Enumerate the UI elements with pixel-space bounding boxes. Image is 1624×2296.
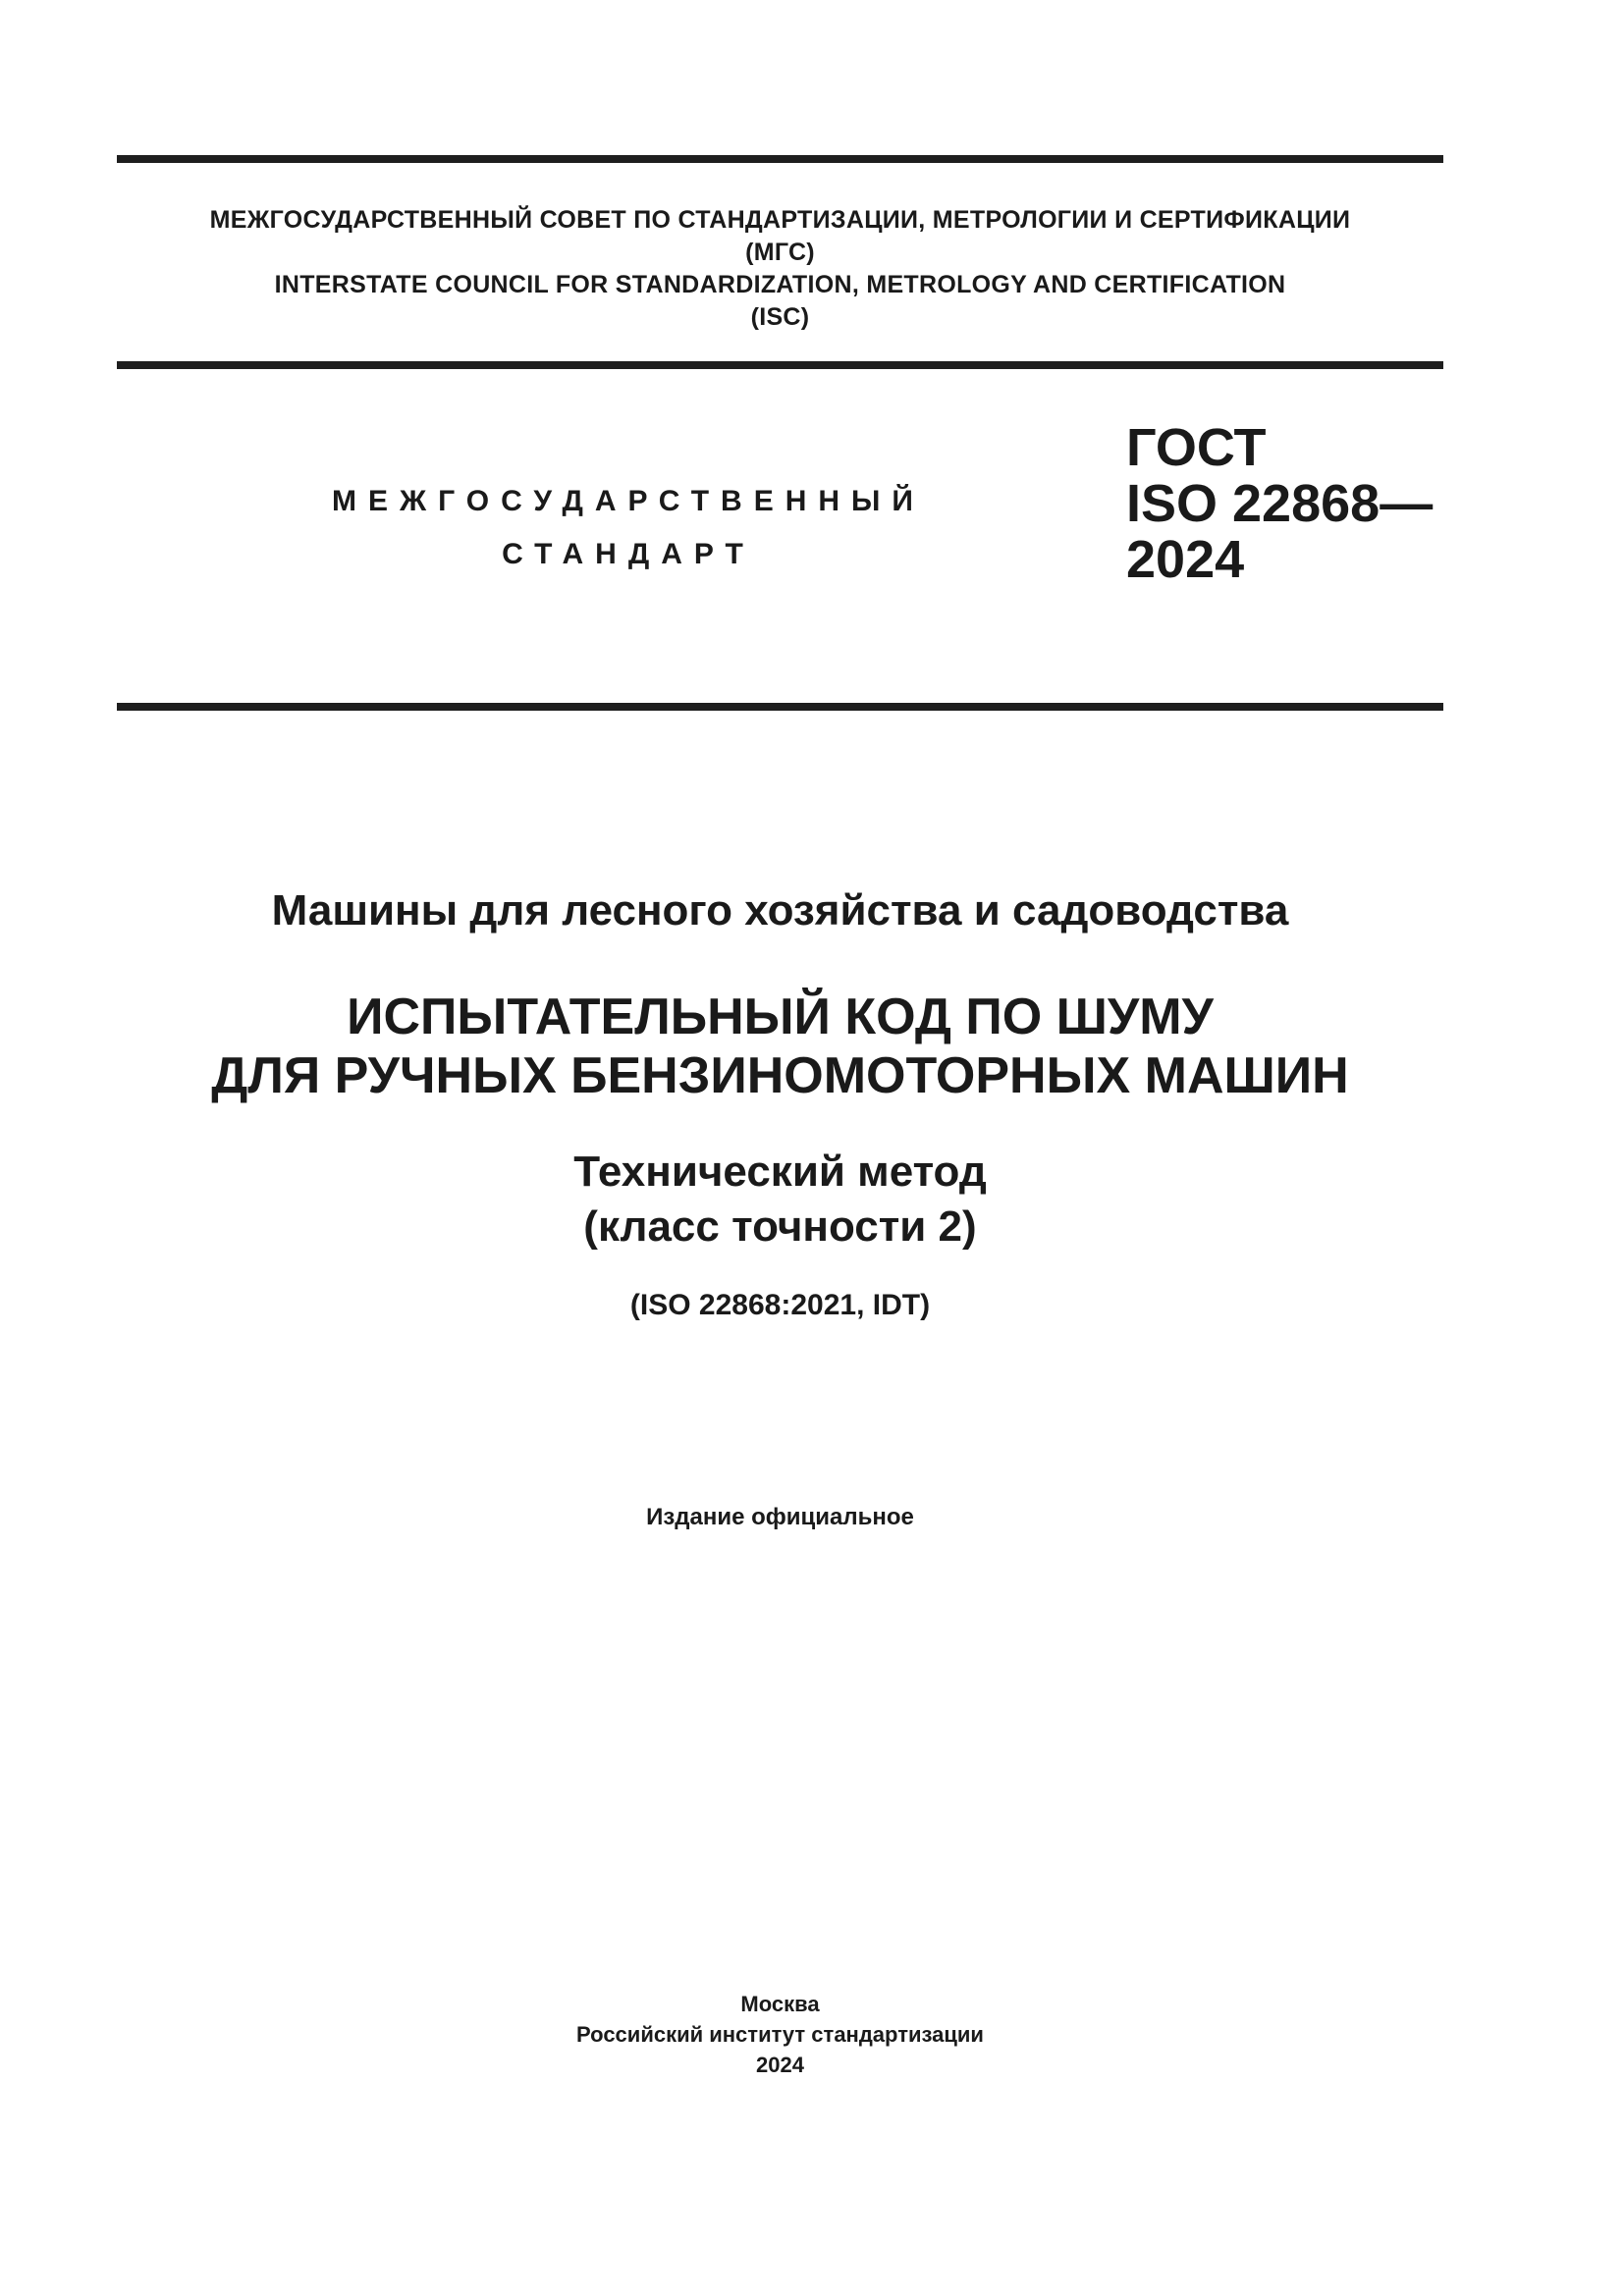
standard-designation [1126, 420, 1433, 588]
main-title-line-2: ДЛЯ РУЧНЫХ БЕНЗИНОМОТОРНЫХ МАШИН [211, 1047, 1349, 1104]
council-name-en: INTERSTATE COUNCIL FOR STANDARDIZATION, METROLOGY AND CERTIFICATION [274, 271, 1286, 298]
document-title-block [117, 883, 1443, 1325]
top-rule [117, 155, 1443, 163]
designation-line-1: ГОСТ [1126, 418, 1267, 477]
iso-reference: (ISO 22868:2021, IDT) [629, 1289, 931, 1321]
standard-type-line-1: МЕЖГОСУДАРСТВЕННЫЙ [332, 485, 925, 517]
imprint-publisher: Российский институт стандартизации [576, 2022, 984, 2047]
council-abbr-en: (ISC) [750, 303, 810, 331]
method-title-line-1: Технический метод [573, 1148, 987, 1196]
imprint-year: 2024 [756, 2053, 804, 2077]
header-rule [117, 361, 1443, 369]
standard-type [275, 475, 982, 581]
council-header [117, 204, 1443, 334]
subject-title: Машины для лесного хозяйства и садоводства [271, 886, 1289, 934]
designation-line-3: 2024 [1126, 530, 1245, 589]
imprint-city: Москва [740, 1992, 820, 2016]
method-title [117, 1145, 1443, 1255]
designation-rule [117, 703, 1443, 711]
method-title-line-2: (класс точности 2) [583, 1202, 977, 1251]
imprint [117, 1989, 1443, 2080]
council-name-ru: МЕЖГОСУДАРСТВЕННЫЙ СОВЕТ ПО СТАНДАРТИЗАЦИИ, МЕТРОЛОГИИ И СЕРТИФИКАЦИИ [209, 206, 1351, 234]
main-title [117, 988, 1443, 1105]
standard-type-line-2: СТАНДАРТ [502, 538, 755, 570]
official-edition-label: Издание официальное [646, 1504, 914, 1530]
main-title-line-1: ИСПЫТАТЕЛЬНЫЙ КОД ПО ШУМУ [347, 988, 1214, 1045]
designation-line-2: ISO 22868— [1126, 474, 1434, 533]
council-abbr-ru: (МГС) [745, 239, 815, 266]
